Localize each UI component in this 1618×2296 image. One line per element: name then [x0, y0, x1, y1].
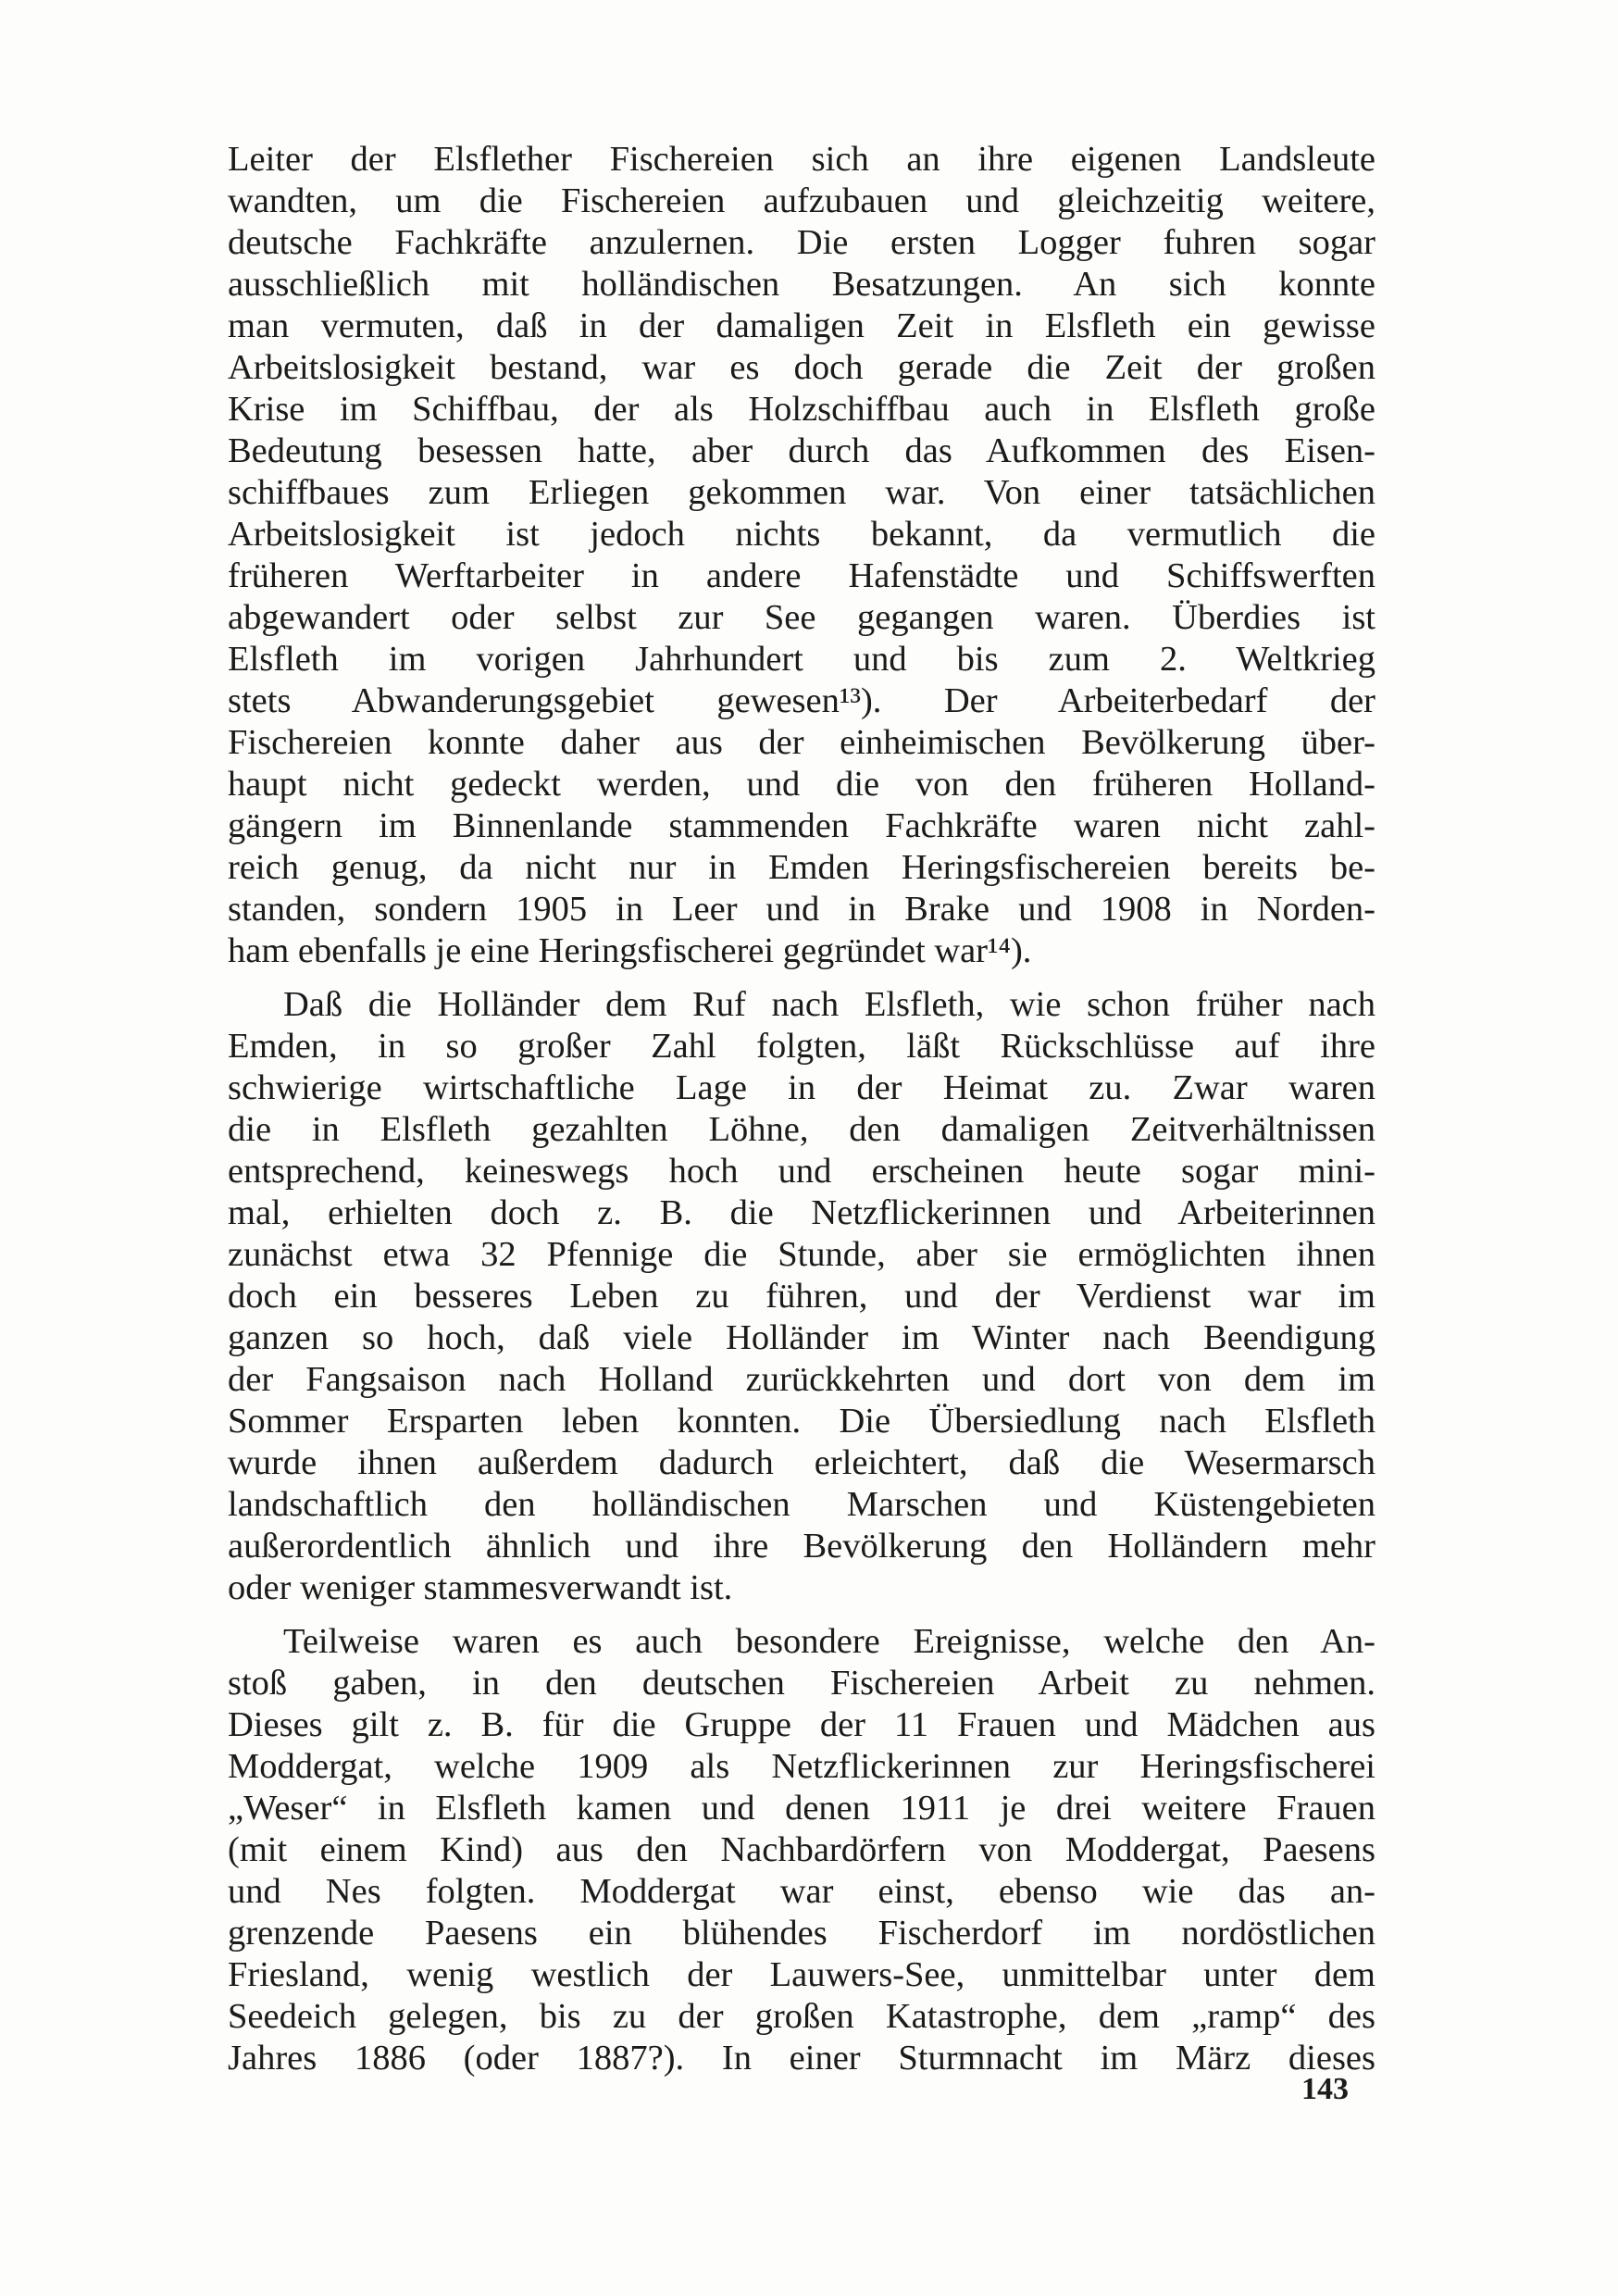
- text-line: haupt nicht gedeckt werden, und die von den früheren Holland-: [228, 765, 1375, 804]
- text-line: Arbeitslosigkeit ist jedoch nichts bekannt, da vermutlich die: [228, 515, 1375, 554]
- text-line: zunächst etwa 32 Pfennige die Stunde, aber sie ermöglichten ihnen: [228, 1235, 1375, 1274]
- text-line: wurde ihnen außerdem dadurch erleichtert, daß die Wesermarsch: [228, 1443, 1375, 1482]
- text-line: Dieses gilt z. B. für die Gruppe der 11 Frauen und Mädchen aus: [228, 1705, 1375, 1744]
- text-line: entsprechend, keineswegs hoch und erscheinen heute sogar mini-: [228, 1152, 1375, 1191]
- text-line: reich genug, da nicht nur in Emden Heringsfischereien bereits be-: [228, 848, 1375, 887]
- text-line: oder weniger stammesverwandt ist.: [228, 1568, 733, 1607]
- text-line: man vermuten, daß in der damaligen Zeit in Elsfleth ein gewisse: [228, 306, 1375, 345]
- text-line: Daß die Holländer dem Ruf nach Elsfleth, wie schon früher nach: [283, 985, 1375, 1024]
- text-line: Arbeitslosigkeit bestand, war es doch gerade die Zeit der großen: [228, 348, 1375, 387]
- text-line: und Nes folgten. Moddergat war einst, ebenso wie das an-: [228, 1872, 1375, 1911]
- text-line: früheren Werftarbeiter in andere Hafenstädte und Schiffswerften: [228, 556, 1375, 595]
- text-line: grenzende Paesens ein blühendes Fischerdorf im nordöstlichen: [228, 1914, 1375, 1953]
- text-line: landschaftlich den holländischen Marschen und Küstengebieten: [228, 1485, 1375, 1524]
- text-line: Bedeutung besessen hatte, aber durch das Aufkommen des Eisen-: [228, 431, 1375, 470]
- text-line: Elsfleth im vorigen Jahrhundert und bis zum 2. Weltkrieg: [228, 640, 1375, 679]
- text-line: mal, erhielten doch z. B. die Netzflickerinnen und Arbeiterinnen: [228, 1193, 1375, 1232]
- text-line: (mit einem Kind) aus den Nachbardörfern von Moddergat, Paesens: [228, 1830, 1375, 1869]
- page-number: 143: [1301, 2072, 1349, 2106]
- text-line: Krise im Schiffbau, der als Holzschiffbau auch in Elsfleth große: [228, 390, 1375, 429]
- text-line: die in Elsfleth gezahlten Löhne, den damaligen Zeitverhältnissen: [228, 1110, 1375, 1149]
- text-line: gängern im Binnenlande stammenden Fachkräfte waren nicht zahl-: [228, 806, 1375, 845]
- text-line: Jahres 1886 (oder 1887?). In einer Sturmnacht im März dieses: [228, 2039, 1375, 2078]
- text-line: ganzen so hoch, daß viele Holländer im Winter nach Beendigung: [228, 1318, 1375, 1357]
- text-line: Teilweise waren es auch besondere Ereignisse, welche den An-: [283, 1622, 1375, 1661]
- text-line: „Weser“ in Elsfleth kamen und denen 1911 je drei weitere Frauen: [228, 1789, 1375, 1828]
- body-text: [228, 139, 1375, 2079]
- text-line: standen, sondern 1905 in Leer und in Brake und 1908 in Norden-: [228, 890, 1375, 929]
- text-line: doch ein besseres Leben zu führen, und der Verdienst war im: [228, 1277, 1375, 1316]
- text-line: außerordentlich ähnlich und ihre Bevölkerung den Holländern mehr: [228, 1527, 1375, 1566]
- text-line: wandten, um die Fischereien aufzubauen und gleichzeitig weitere,: [228, 181, 1375, 220]
- text-line: der Fangsaison nach Holland zurückkehrten und dort von dem im: [228, 1360, 1375, 1399]
- text-line: abgewandert oder selbst zur See gegangen waren. Überdies ist: [228, 598, 1375, 637]
- paragraph-3: [228, 1621, 1375, 2079]
- text-line: ham ebenfalls je eine Heringsfischerei gegründet war¹⁴).: [228, 931, 1032, 970]
- text-line: schiffbaues zum Erliegen gekommen war. Von einer tatsächlichen: [228, 473, 1375, 512]
- paragraph-1: [228, 139, 1375, 972]
- text-line: schwierige wirtschaftliche Lage in der Heimat zu. Zwar waren: [228, 1068, 1375, 1107]
- text-line: Seedeich gelegen, bis zu der großen Katastrophe, dem „ramp“ des: [228, 1997, 1375, 2036]
- text-line: Friesland, wenig westlich der Lauwers-See, unmittelbar unter dem: [228, 1955, 1375, 1994]
- text-line: stoß gaben, in den deutschen Fischereien Arbeit zu nehmen.: [228, 1664, 1375, 1703]
- text-line: Moddergat, welche 1909 als Netzflickerinnen zur Heringsfischerei: [228, 1747, 1375, 1786]
- paragraph-2: [228, 984, 1375, 1609]
- text-line: Fischereien konnte daher aus der einheimischen Bevölkerung über-: [228, 723, 1375, 762]
- text-line: deutsche Fachkräfte anzulernen. Die ersten Logger fuhren sogar: [228, 223, 1375, 262]
- text-line: Leiter der Elsflether Fischereien sich an ihre eigenen Landsleute: [228, 140, 1375, 179]
- text-line: Emden, in so großer Zahl folgten, läßt Rückschlüsse auf ihre: [228, 1027, 1375, 1066]
- text-line: stets Abwanderungsgebiet gewesen¹³). Der Arbeiterbedarf der: [228, 681, 1375, 720]
- text-line: ausschließlich mit holländischen Besatzungen. An sich konnte: [228, 265, 1375, 304]
- text-line: Sommer Ersparten leben konnten. Die Übersiedlung nach Elsfleth: [228, 1402, 1375, 1441]
